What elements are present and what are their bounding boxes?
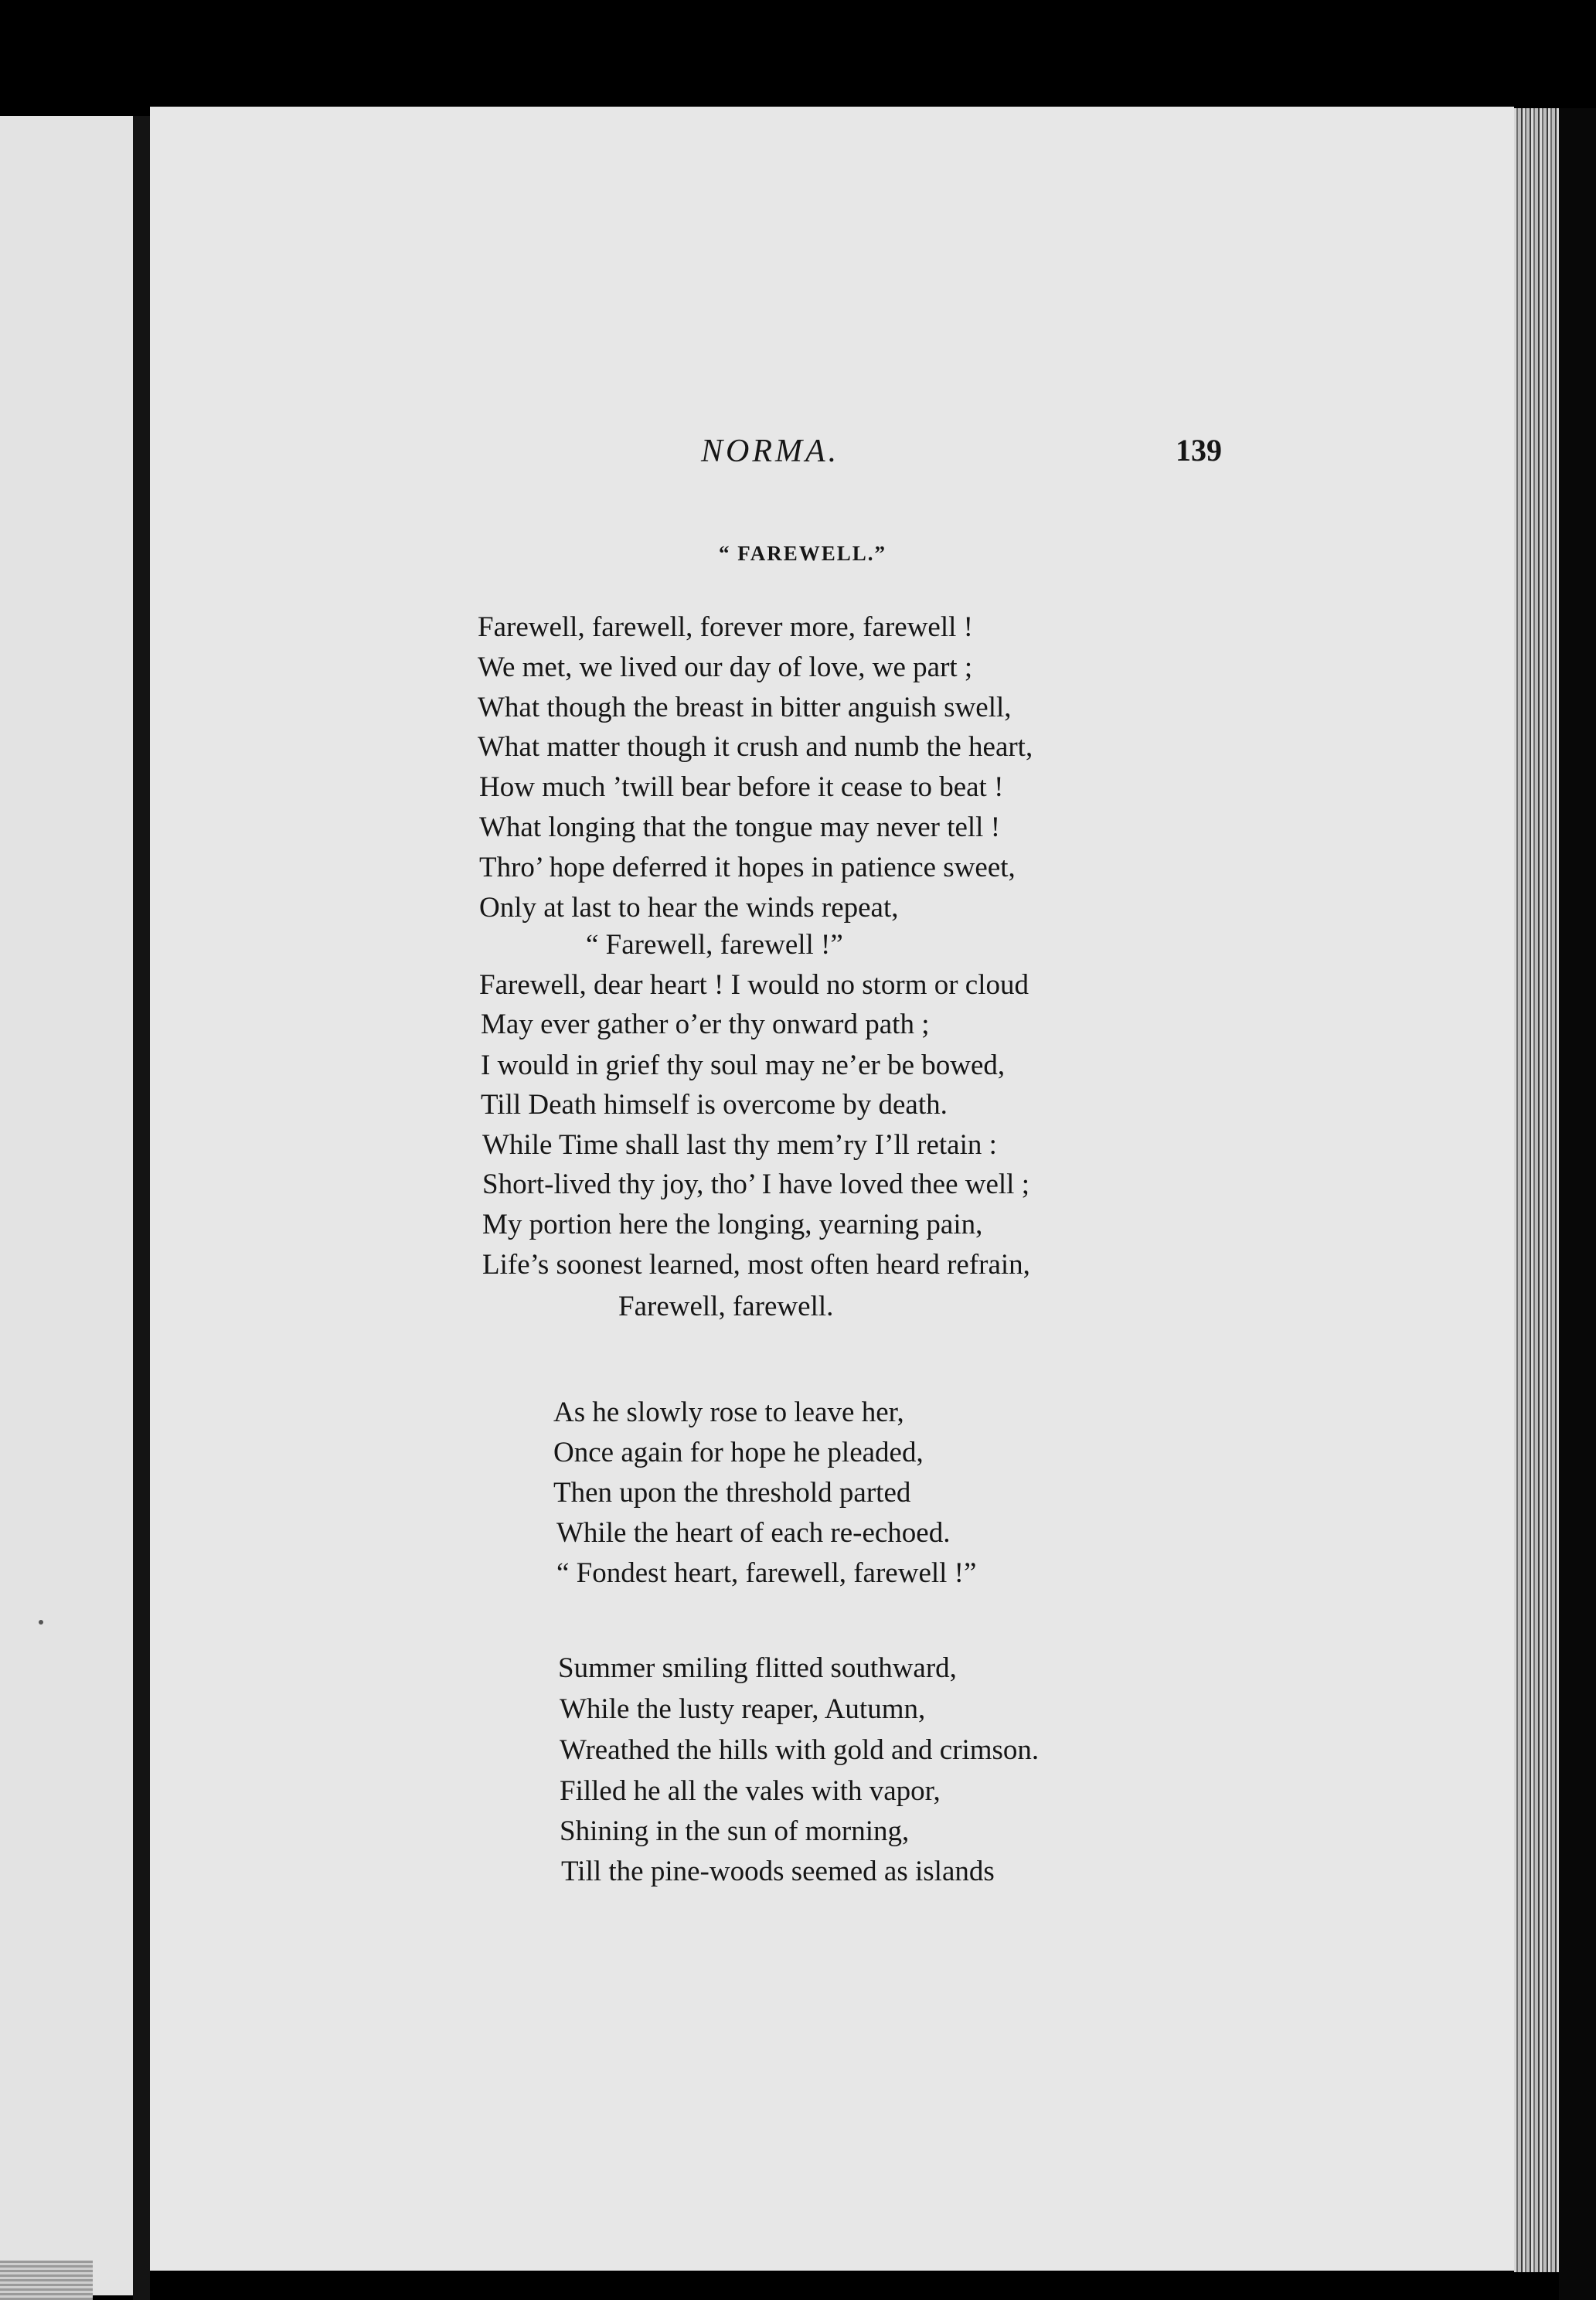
- poem-line: May ever gather o’er thy onward path ;: [481, 1009, 930, 1040]
- stanza-line: Wreathed the hills with gold and crimson.: [560, 1734, 1040, 1766]
- stanza-line: “ Fondest heart, farewell, farewell !”: [556, 1557, 977, 1589]
- running-head: NORMA.: [701, 434, 840, 469]
- poem-line: Farewell, dear heart ! I would no storm or cloud: [479, 969, 1029, 1001]
- stanza-line: As he slowly rose to leave her,: [553, 1397, 904, 1428]
- book-gutter: [133, 116, 150, 2300]
- stanza-line: Shining in the sun of morning,: [560, 1815, 910, 1847]
- poem-line: What though the breast in bitter anguish swell,: [478, 692, 1012, 723]
- left-page-edge: [0, 116, 138, 2295]
- poem-line: Till Death himself is overcome by death.: [481, 1089, 948, 1121]
- poem-title: “ FAREWELL.”: [719, 542, 887, 565]
- poem-line: Thro’ hope deferred it hopes in patience sweet,: [479, 852, 1016, 883]
- stanza-line: Summer smiling flitted southward,: [558, 1652, 957, 1684]
- page-number: 139: [1176, 433, 1222, 468]
- poem-line: Only at last to hear the winds repeat,: [479, 892, 899, 924]
- poem-line: Life’s soonest learned, most often heard refrain,: [482, 1249, 1030, 1281]
- poem-line: My portion here the longing, yearning pain,: [482, 1209, 983, 1240]
- scan-border: [1559, 108, 1596, 2300]
- poem-line: Farewell, farewell, forever more, farewell !: [478, 611, 973, 643]
- left-page-mark: [39, 1620, 43, 1625]
- stanza-line: While the heart of each re-echoed.: [556, 1517, 951, 1549]
- poem-line: Farewell, farewell.: [618, 1291, 834, 1322]
- page-edges: [1514, 108, 1559, 2272]
- left-page-strip: [0, 2261, 93, 2300]
- poem-line: We met, we lived our day of love, we part ;: [478, 652, 973, 683]
- poem-line: What longing that the tongue may never tell !: [479, 811, 1001, 843]
- stanza-line: Till the pine-woods seemed as islands: [561, 1856, 995, 1887]
- poem-line: I would in grief thy soul may ne’er be bowed,: [481, 1050, 1006, 1081]
- poem-line: Short-lived thy joy, tho’ I have loved thee well ;: [482, 1169, 1029, 1200]
- stanza-line: While the lusty reaper, Autumn,: [560, 1693, 926, 1725]
- stanza-line: Filled he all the vales with vapor,: [560, 1775, 941, 1807]
- poem-line: While Time shall last thy mem’ry I’ll retain :: [482, 1129, 997, 1161]
- stanza-line: Then upon the threshold parted: [553, 1477, 911, 1509]
- poem-line: What matter though it crush and numb the heart,: [478, 731, 1033, 763]
- poem-line: “ Farewell, farewell !”: [586, 929, 843, 961]
- stanza-line: Once again for hope he pleaded,: [553, 1437, 924, 1468]
- poem-line: How much ’twill bear before it cease to beat !: [479, 771, 1004, 803]
